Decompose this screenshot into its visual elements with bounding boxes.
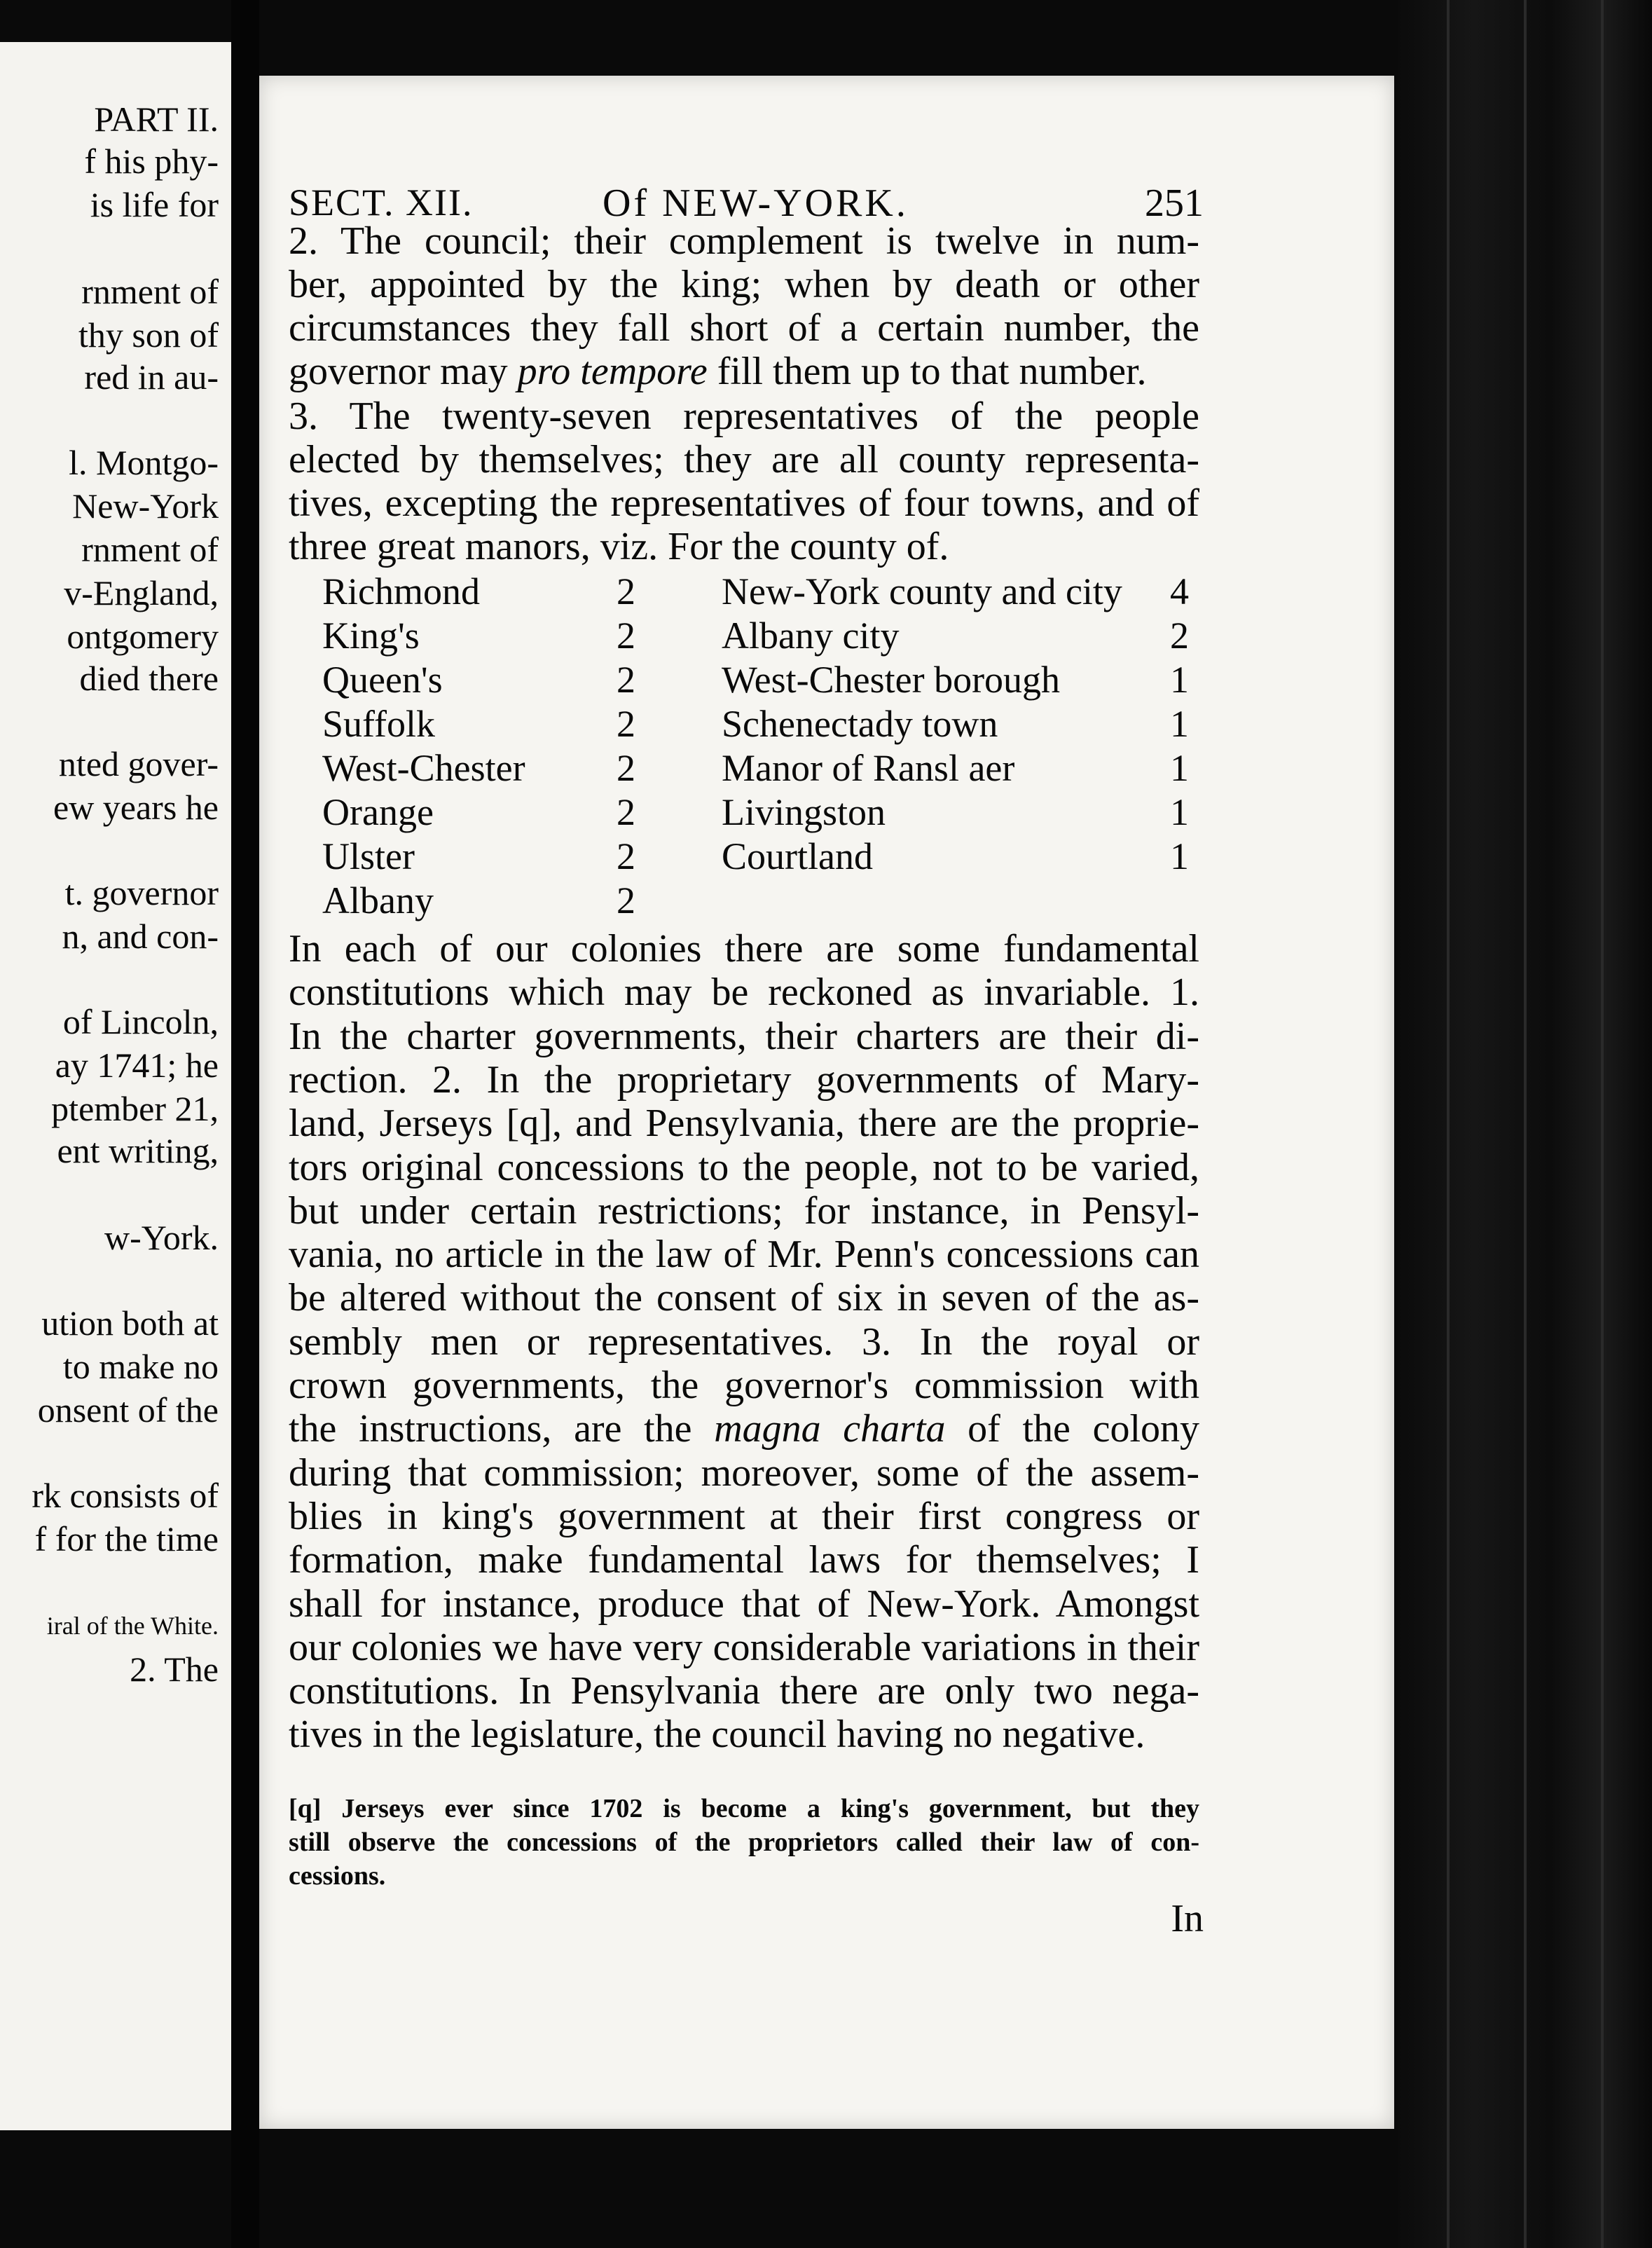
text-line: vania, no article in the law of Mr. Penn's concessions can — [289, 1233, 1199, 1277]
left-page-line: ontgomery — [67, 617, 219, 656]
text-line: In each of our colonies there are some fundamental — [289, 927, 1199, 971]
text-line: crown governments, the governor's commission with — [289, 1364, 1199, 1407]
text-line: shall for instance, produce that of New-York. Amongst — [289, 1582, 1199, 1626]
representative-count: 2 — [617, 791, 635, 833]
left-page-line: onsent of the — [37, 1390, 219, 1430]
left-page-line: to make no — [62, 1347, 219, 1386]
text-line: circumstances they fall short of a certain number, the — [289, 306, 1199, 350]
left-page-line: rnment of — [81, 530, 219, 569]
county-name: West-Chester — [322, 747, 525, 789]
section-heading: SECT. XII. — [289, 181, 474, 224]
page-title: Of NEW-YORK. — [603, 181, 909, 225]
left-page-line: is life for — [90, 185, 219, 224]
text-line: constitutions which may be reckoned as invariable. 1. — [289, 971, 1199, 1015]
county-name: Manor of Ransl aer — [722, 747, 1015, 789]
text-line: 3. The twenty-seven representatives of the people — [289, 395, 1199, 438]
text-line: the instructions, are the magna charta of the colony — [289, 1407, 1199, 1451]
main-page — [259, 76, 1394, 2129]
text-line: blies in king's government at their first congress or — [289, 1494, 1199, 1538]
county-name: Livingston — [722, 791, 886, 833]
text-line: be altered without the consent of six in seven of the as- — [289, 1276, 1199, 1320]
left-page-line: of Lincoln, — [62, 1002, 219, 1041]
left-page-line: rnment of — [81, 272, 219, 311]
edge-streak — [1447, 0, 1450, 2248]
representative-count: 2 — [617, 879, 635, 921]
representative-count: 2 — [617, 703, 635, 745]
text-line: tives in the legislature, the council having no negative. — [289, 1713, 1145, 1757]
text-line: but under certain restrictions; for instance, in Pensyl- — [289, 1188, 1199, 1233]
left-page-line: nted gover- — [58, 744, 219, 783]
representative-count: 1 — [1170, 747, 1189, 789]
representative-count: 2 — [617, 747, 635, 789]
italic-phrase: pro tempore — [517, 350, 708, 393]
text-line: In the charter governments, their charters are their di- — [289, 1014, 1199, 1058]
left-page-line: f his phy- — [84, 142, 219, 181]
left-page-line: n, and con- — [62, 917, 219, 956]
page-gutter — [231, 0, 259, 2248]
left-page-line: ent writing, — [57, 1131, 219, 1170]
page-number: 251 — [1145, 181, 1204, 225]
county-name: West-Chester borough — [722, 659, 1061, 701]
text-line: constitutions. In Pensylvania there are only two nega- — [289, 1669, 1199, 1713]
text-line: sembly men or representatives. 3. In the royal or — [289, 1320, 1199, 1364]
left-page-line: iral of the White. — [46, 1612, 219, 1640]
text-line: our colonies we have very considerable variations in their — [289, 1625, 1199, 1669]
text-line: elected by themselves; they are all county representa- — [289, 438, 1199, 481]
county-name: Suffolk — [322, 703, 436, 745]
text-line: [q] Jerseys ever since 1702 is become a king's government, but they — [289, 1794, 1199, 1823]
text-line: ber, appointed by the king; when by death or other — [289, 263, 1199, 306]
representative-count: 2 — [617, 615, 635, 657]
left-page-line: v-England, — [64, 573, 219, 612]
county-name: Albany — [322, 879, 434, 921]
left-page-line: PART II. — [94, 100, 219, 139]
county-name: Albany city — [722, 615, 900, 657]
left-page-line: rk consists of — [32, 1476, 219, 1515]
text-line: 2. The council; their complement is twelve in num- — [289, 219, 1199, 263]
county-name: Courtland — [722, 835, 873, 877]
county-name: New-York county and city — [722, 570, 1122, 612]
text-line: three great manors, viz. For the county of. — [289, 525, 949, 568]
left-page-line: l. Montgo- — [69, 443, 219, 482]
left-page-line: w-York. — [104, 1218, 219, 1257]
left-page-line: red in au- — [84, 357, 219, 397]
text-line: formation, make fundamental laws for themselves; I — [289, 1538, 1199, 1582]
representative-count: 4 — [1170, 570, 1189, 612]
text-line: land, Jerseys [q], and Pensylvania, there are the proprie- — [289, 1102, 1199, 1146]
text-line: tives, excepting the representatives of four towns, and of — [289, 481, 1199, 525]
representative-count: 2 — [617, 835, 635, 877]
left-page-line: ution both at — [41, 1303, 219, 1343]
representative-count: 1 — [1170, 835, 1189, 877]
italic-phrase: magna charta — [714, 1407, 946, 1451]
left-page-line: ay 1741; he — [55, 1046, 219, 1085]
left-page-line: 2. The — [130, 1650, 219, 1689]
text-line: rection. 2. In the proprietary governments of Mary- — [289, 1057, 1199, 1102]
county-name: Schenectady town — [722, 703, 998, 745]
representative-count: 2 — [617, 570, 635, 612]
text-line: during that commission; moreover, some of the assem- — [289, 1451, 1199, 1495]
text-line: still observe the concessions of the proprietors called their law of con- — [289, 1828, 1199, 1857]
left-page-line: New-York — [72, 486, 219, 526]
text-line: tors original concessions to the people, not to be varied, — [289, 1145, 1199, 1189]
book-edge — [1398, 0, 1652, 2248]
left-page-line: t. governor — [64, 873, 219, 912]
edge-streak — [1601, 0, 1604, 2248]
representative-count: 1 — [1170, 703, 1189, 745]
left-page-line: ptember 21, — [51, 1089, 219, 1128]
catchword: In — [1171, 1897, 1204, 1940]
representative-count: 1 — [1170, 659, 1189, 701]
left-page-line: f for the time — [34, 1519, 219, 1558]
text-line: governor may pro tempore fill them up to that number. — [289, 350, 1147, 393]
edge-streak — [1524, 0, 1527, 2248]
left-page-line: ew years he — [53, 788, 219, 827]
representative-count: 2 — [617, 659, 635, 701]
representative-count: 2 — [1170, 615, 1189, 657]
county-name: Ulster — [322, 835, 415, 877]
county-name: Richmond — [322, 570, 480, 612]
text-line: cessions. — [289, 1861, 386, 1891]
left-page-fragment — [0, 42, 231, 2130]
representative-count: 1 — [1170, 791, 1189, 833]
left-page-line: died there — [79, 659, 219, 698]
county-name: Queen's — [322, 659, 443, 701]
left-page-line: thy son of — [78, 315, 219, 355]
county-name: Orange — [322, 791, 434, 833]
county-name: King's — [322, 615, 420, 657]
